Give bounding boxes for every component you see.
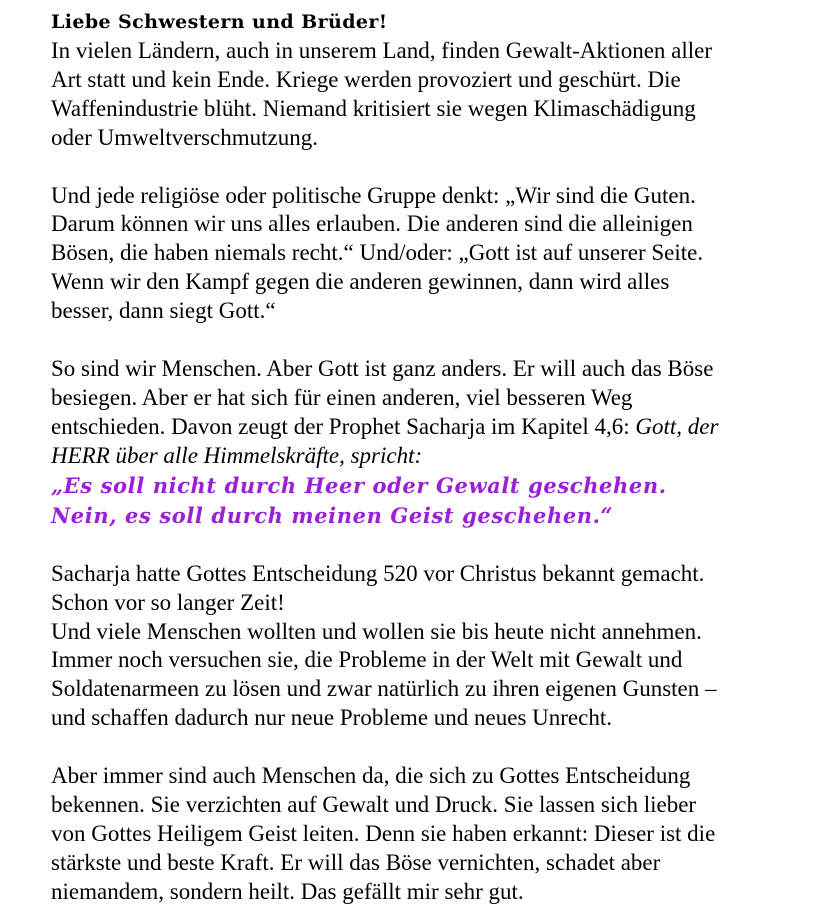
paragraph-groups — [51, 182, 821, 327]
paragraph-spacer — [51, 733, 821, 762]
text-line: und schaffen dadurch nur neue Probleme und neues Unrecht. — [51, 705, 612, 731]
scripture-quote — [51, 471, 821, 531]
text-line: In vielen Ländern, auch in unserem Land, finden Gewalt-Aktionen aller — [51, 37, 713, 63]
text-line: Sacharja hatte Gottes Entscheidung 520 vor Christus bekannt gemacht. — [51, 560, 705, 586]
paragraph-spacer — [51, 531, 821, 560]
paragraph-violence — [51, 37, 821, 153]
italic-line: HERR über alle Himmelskräfte, spricht: — [51, 442, 423, 468]
text-line: Bösen, die haben niemals recht.“ Und/oder: „Gott ist auf unserer Seite. — [51, 240, 704, 266]
document-page — [51, 8, 821, 907]
text-line: stärkste und beste Kraft. Er will das Böse vernichten, schadet aber — [51, 849, 661, 875]
text-line: Wenn wir den Kampf gegen die anderen gewinnen, dann wird alles — [51, 269, 670, 295]
text-line: bekennen. Sie verzichten auf Gewalt und Druck. Sie lassen sich lieber — [51, 792, 697, 818]
text-line: Schon vor so langer Zeit! — [51, 589, 285, 615]
text-line: Und viele Menschen wollten und wollen sie bis heute nicht annehmen. — [51, 618, 702, 644]
paragraph-sacharja — [51, 560, 821, 733]
text-line: niemandem, sondern heilt. Das gefällt mir sehr gut. — [51, 878, 524, 904]
quote-line: „Es soll nicht durch Heer oder Gewalt geschehen. — [51, 472, 667, 498]
text-line: besiegen. Aber er hat sich für einen anderen, viel besseren Weg — [51, 384, 633, 410]
text-line: Und jede religiöse oder politische Gruppe denkt: „Wir sind die Guten. — [51, 182, 696, 208]
text-line: Art statt und kein Ende. Kriege werden provoziert und geschürt. Die — [51, 66, 681, 92]
italic-segment: Gott, der — [635, 413, 719, 439]
text-line — [51, 413, 821, 442]
text-line: besser, dann siegt Gott.“ — [51, 298, 276, 324]
paragraph-spacer — [51, 326, 821, 355]
quote-line: Nein, es soll durch meinen Geist geschehen.“ — [51, 502, 614, 528]
text-line: Waffenindustrie blüht. Niemand kritisiert sie wegen Klimaschädigung — [51, 95, 696, 121]
text-line: Soldatenarmeen zu lösen und zwar natürlich zu ihren eigenen Gunsten – — [51, 676, 717, 702]
text-line: So sind wir Menschen. Aber Gott ist ganz anders. Er will auch das Böse — [51, 356, 714, 382]
text-line: Aber immer sind auch Menschen da, die sich zu Gottes Entscheidung — [51, 763, 691, 789]
text-line: Darum können wir uns alles erlauben. Die anderen sind die alleinigen — [51, 211, 693, 237]
text-line: oder Umweltverschmutzung. — [51, 124, 318, 150]
paragraph-spacer — [51, 153, 821, 182]
paragraph-god-different — [51, 355, 821, 471]
greeting-heading: Liebe Schwestern und Brüder! — [51, 11, 388, 33]
paragraph-holy-spirit — [51, 762, 821, 907]
text-segment: entschieden. Davon zeugt der Prophet Sacharja im Kapitel 4,6: — [51, 413, 636, 439]
text-line: von Gottes Heiligem Geist leiten. Denn sie haben erkannt: Dieser ist die — [51, 820, 716, 846]
text-line: Immer noch versuchen sie, die Probleme in der Welt mit Gewalt und — [51, 647, 683, 673]
